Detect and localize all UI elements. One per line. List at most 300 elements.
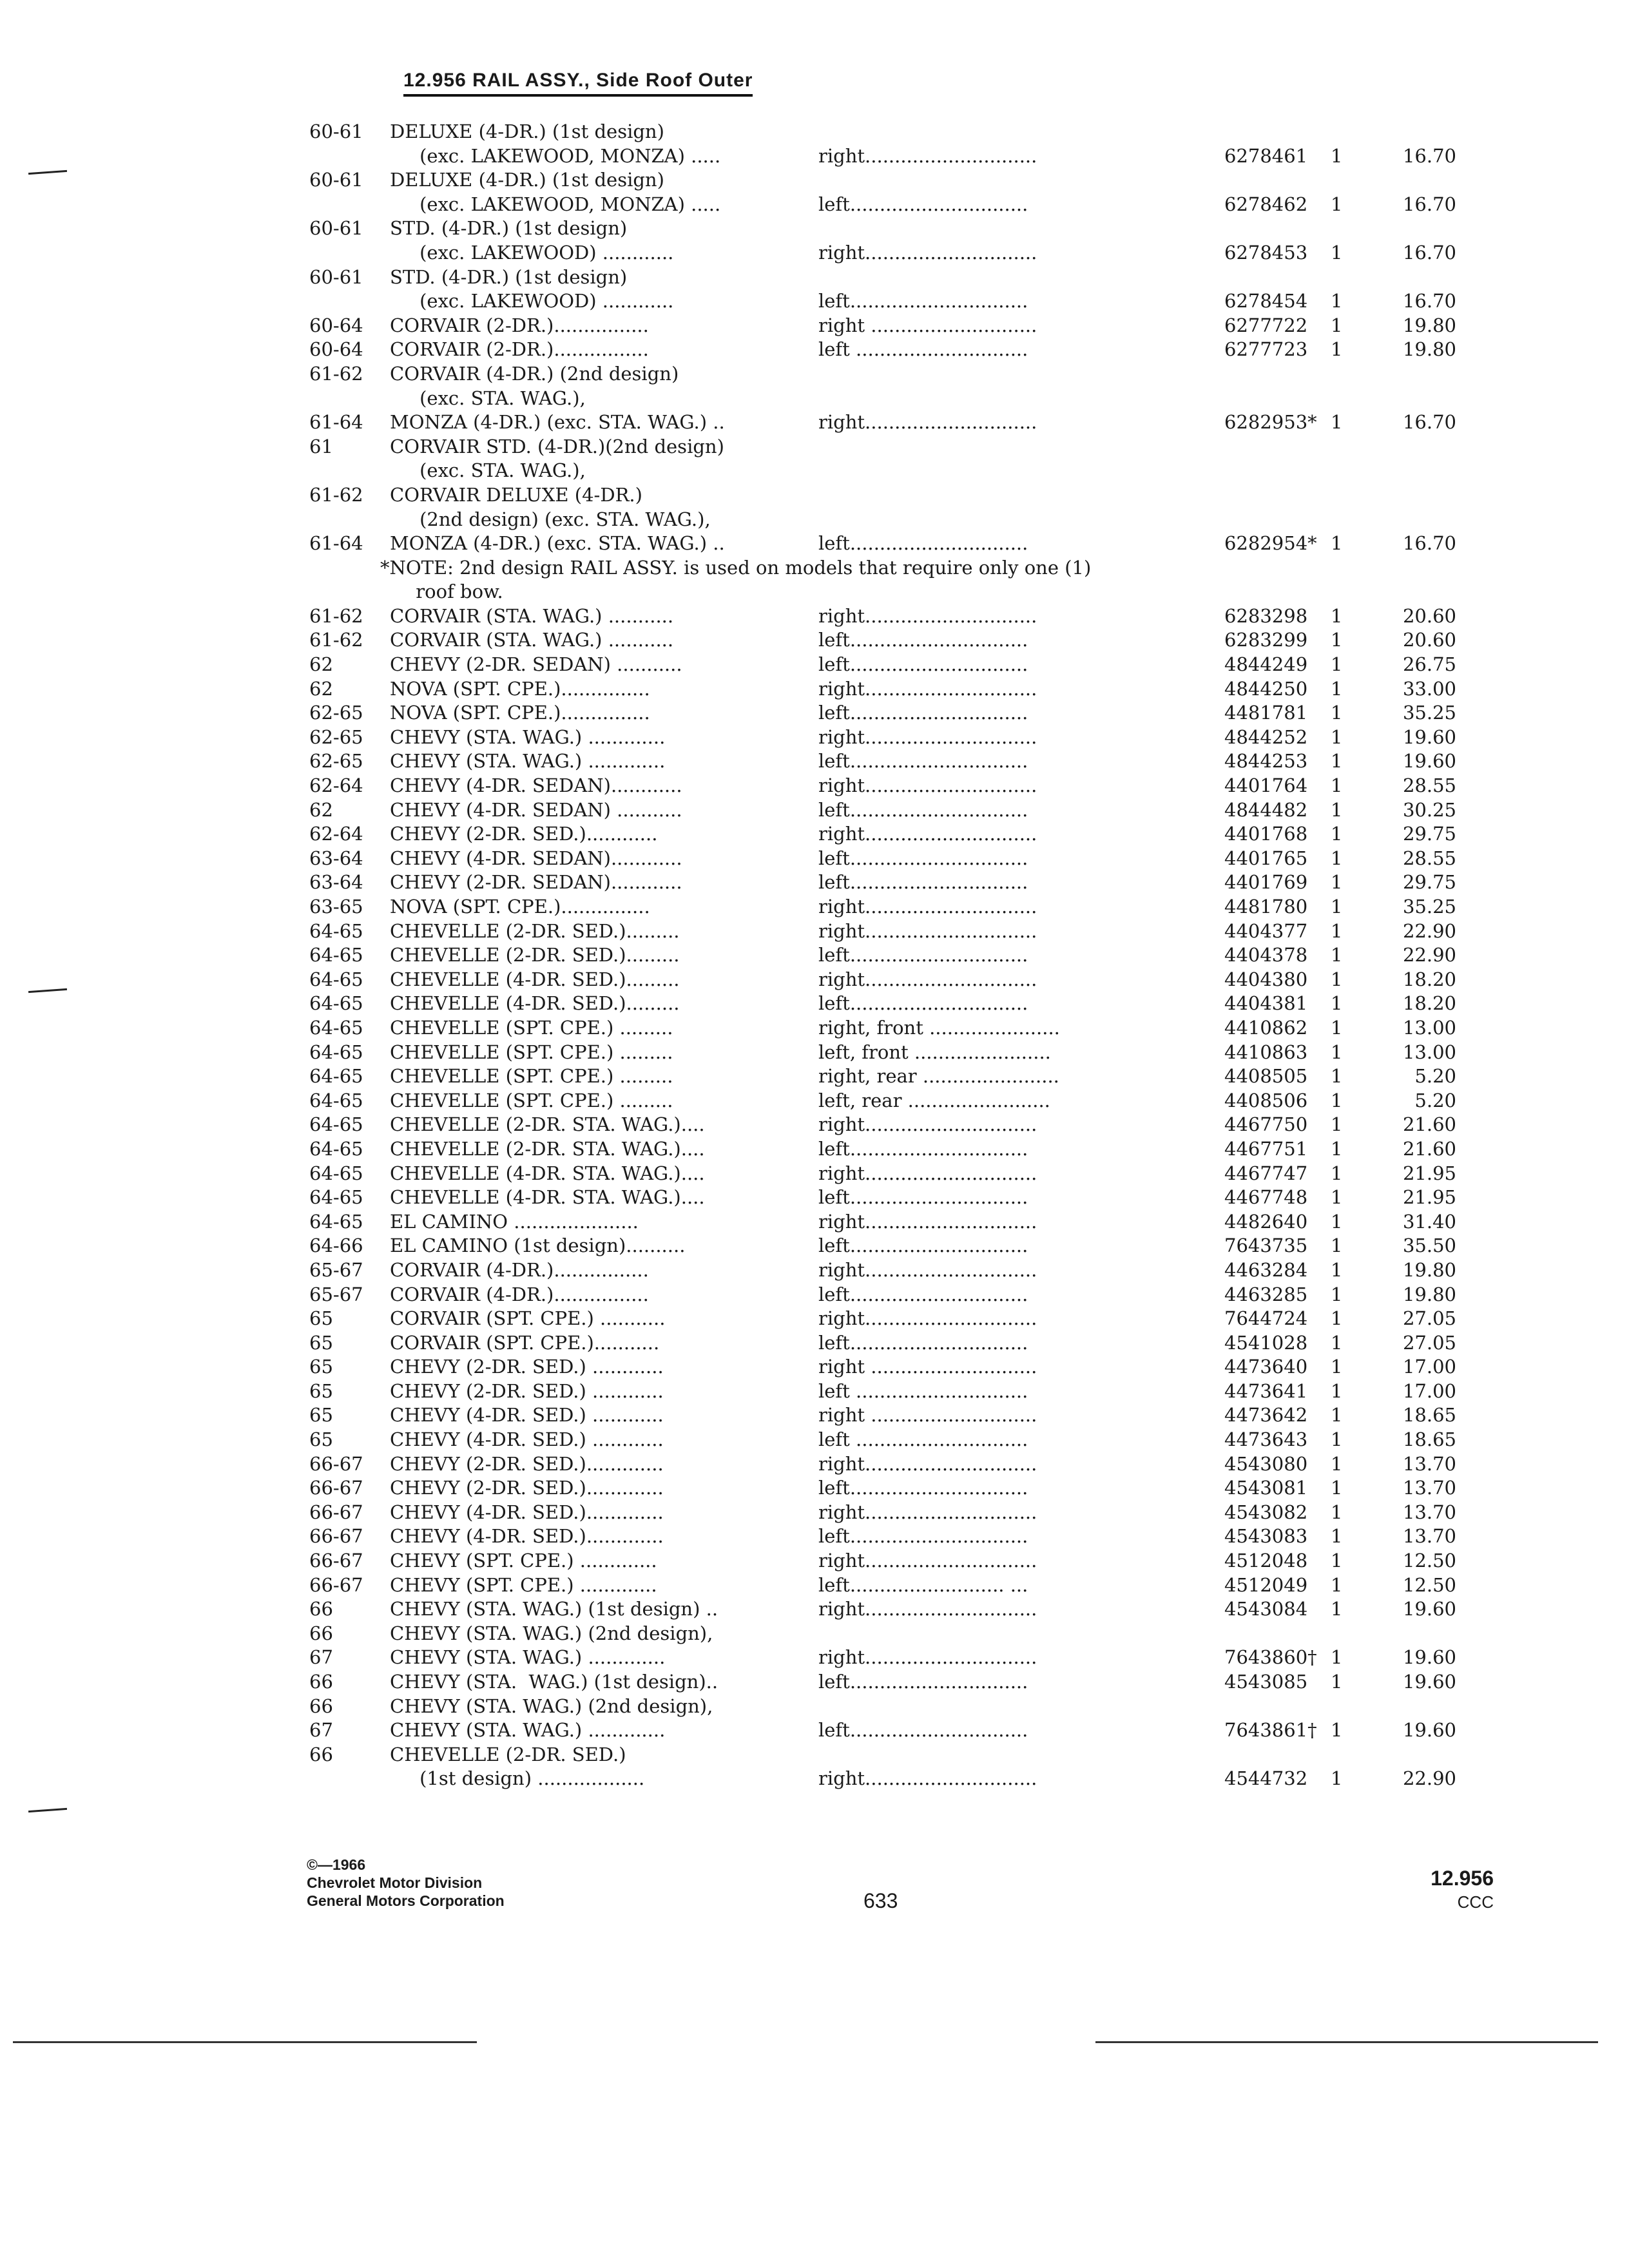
catalog-row	[309, 314, 1456, 338]
side-position: left..............................	[818, 1186, 1028, 1209]
model-years: 60-64	[309, 338, 363, 361]
price: 16.70	[1402, 290, 1456, 312]
price: 13.70	[1402, 1501, 1456, 1523]
model-description: CHEVY (2-DR. SED.).............	[390, 1477, 664, 1499]
catalog-row	[309, 1718, 1456, 1743]
side-position: left, rear ........................	[818, 1089, 1050, 1111]
model-description: CHEVELLE (2-DR. STA. WAG.)....	[390, 1113, 705, 1136]
price: 35.25	[1402, 896, 1456, 918]
model-years: 66-67	[309, 1525, 363, 1548]
model-years: 66-67	[309, 1501, 363, 1523]
catalog-row	[309, 822, 1456, 847]
model-description: CHEVY (4-DR. SEDAN)............	[390, 847, 682, 869]
part-number: 6282954*	[1224, 532, 1317, 555]
note-text: roof bow.	[380, 581, 503, 603]
model-description: CORVAIR (2-DR.)................	[390, 314, 649, 336]
side-position: right.............................	[818, 1646, 1037, 1669]
catalog-row	[309, 1016, 1456, 1041]
catalog-row	[309, 1622, 1456, 1646]
price: 19.80	[1402, 338, 1456, 361]
price: 19.80	[1402, 314, 1456, 336]
model-years: 66	[309, 1743, 333, 1765]
price: 5.20	[1414, 1065, 1456, 1088]
quantity: 1	[1331, 1379, 1343, 1402]
price: 26.75	[1402, 653, 1456, 676]
model-years: 62	[309, 798, 333, 821]
model-years: 65	[309, 1356, 333, 1378]
part-number: 4408506	[1224, 1089, 1308, 1111]
catalog-row	[309, 870, 1456, 895]
part-number: 4463284	[1224, 1258, 1308, 1281]
price: 16.70	[1402, 241, 1456, 264]
quantity: 1	[1331, 847, 1343, 869]
catalog-row	[309, 1258, 1456, 1283]
model-description: CHEVELLE (2-DR. SED.).........	[390, 944, 680, 966]
model-years: 62	[309, 677, 333, 700]
quantity: 1	[1331, 823, 1343, 845]
price: 22.90	[1402, 1767, 1456, 1790]
catalog-row	[309, 1162, 1456, 1186]
price: 19.60	[1402, 750, 1456, 773]
model-years: 62-64	[309, 774, 363, 797]
model-years: 64-65	[309, 1113, 363, 1136]
side-position: right.............................	[818, 604, 1037, 627]
catalog-row	[309, 338, 1456, 362]
part-number: 4481781	[1224, 702, 1308, 724]
side-position: left..............................	[818, 532, 1028, 555]
model-years: 65	[309, 1404, 333, 1427]
side-position: right.............................	[818, 1258, 1037, 1281]
part-number: 4404380	[1224, 968, 1308, 990]
model-description: CHEVY (STA. WAG.) .............	[390, 750, 666, 773]
part-number: 4404381	[1224, 992, 1308, 1015]
catalog-row	[309, 1597, 1456, 1622]
price: 20.60	[1402, 629, 1456, 651]
side-position: right.............................	[818, 677, 1037, 700]
ccc-label: CCC	[1457, 1892, 1494, 1912]
price: 16.70	[1402, 193, 1456, 215]
catalog-row	[309, 1186, 1456, 1210]
model-description: CHEVELLE (2-DR. STA. WAG.)....	[390, 1137, 705, 1160]
side-position: right.............................	[818, 1113, 1037, 1136]
price: 29.75	[1402, 823, 1456, 845]
quantity: 1	[1331, 944, 1343, 966]
model-description: NOVA (SPT. CPE.)...............	[390, 702, 650, 724]
part-number: 6278462	[1224, 193, 1308, 215]
part-number: 6283298	[1224, 604, 1308, 627]
model-description: CHEVY (2-DR. SEDAN) ...........	[390, 653, 682, 676]
part-number: 4408505	[1224, 1065, 1308, 1088]
model-years: 62-65	[309, 702, 363, 724]
catalog-row	[309, 168, 1456, 193]
catalog-row	[309, 701, 1456, 726]
price: 21.60	[1402, 1137, 1456, 1160]
section-code: 12.956	[1431, 1867, 1494, 1890]
price: 17.00	[1402, 1356, 1456, 1378]
side-position: left..............................	[818, 290, 1028, 312]
model-description: DELUXE (4-DR.) (1st design)	[390, 120, 664, 142]
price: 5.20	[1414, 1089, 1456, 1111]
part-number: 4463285	[1224, 1283, 1308, 1305]
parts-list	[309, 120, 1456, 1791]
part-number: 4410862	[1224, 1016, 1308, 1039]
price: 29.75	[1402, 871, 1456, 894]
part-number: 4401764	[1224, 774, 1308, 797]
model-description: CHEVY (2-DR. SED.).............	[390, 1452, 664, 1475]
side-position: left..............................	[818, 1137, 1028, 1160]
model-description: EL CAMINO .....................	[390, 1210, 639, 1233]
quantity: 1	[1331, 1452, 1343, 1475]
catalog-row	[309, 1210, 1456, 1235]
part-number: 4844252	[1224, 726, 1308, 748]
quantity: 1	[1331, 1356, 1343, 1378]
model-description: (2nd design) (exc. STA. WAG.),	[390, 508, 711, 530]
price: 35.25	[1402, 702, 1456, 724]
part-number: 4473641	[1224, 1379, 1308, 1402]
model-years: 64-65	[309, 1016, 363, 1039]
part-number: 4543081	[1224, 1477, 1308, 1499]
price: 35.50	[1402, 1235, 1456, 1257]
catalog-row	[309, 628, 1456, 653]
quantity: 1	[1331, 871, 1343, 894]
quantity: 1	[1331, 1331, 1343, 1354]
part-number: 4401769	[1224, 871, 1308, 894]
part-number: 6278454	[1224, 290, 1308, 312]
catalog-row	[309, 653, 1456, 677]
quantity: 1	[1331, 1573, 1343, 1596]
model-years: 65	[309, 1307, 333, 1330]
side-position: right.............................	[818, 774, 1037, 797]
side-position: left .............................	[818, 338, 1028, 361]
part-number: 4512048	[1224, 1550, 1308, 1572]
model-description: CHEVY (STA. WAG.) .............	[390, 1719, 666, 1742]
part-number: 6282953*	[1224, 411, 1317, 434]
price: 19.80	[1402, 1258, 1456, 1281]
price: 13.70	[1402, 1477, 1456, 1499]
side-position: left..............................	[818, 992, 1028, 1015]
part-number: 7644724	[1224, 1307, 1308, 1330]
quantity: 1	[1331, 1186, 1343, 1209]
catalog-row	[309, 847, 1456, 871]
model-description: NOVA (SPT. CPE.)...............	[390, 896, 650, 918]
part-number: 4844253	[1224, 750, 1308, 773]
quantity: 1	[1331, 629, 1343, 651]
catalog-row	[309, 435, 1456, 459]
model-description: CHEVY (4-DR. SED.) ............	[390, 1428, 664, 1451]
model-years: 67	[309, 1646, 333, 1669]
catalog-row	[309, 1283, 1456, 1307]
part-number: 6277723	[1224, 338, 1308, 361]
model-description: (exc. LAKEWOOD, MONZA) .....	[390, 144, 721, 167]
side-position: left..............................	[818, 798, 1028, 821]
price: 16.70	[1402, 144, 1456, 167]
part-number: 4844482	[1224, 798, 1308, 821]
side-position: right.............................	[818, 823, 1037, 845]
part-number: 4473643	[1224, 1428, 1308, 1451]
price: 13.70	[1402, 1452, 1456, 1475]
margin-mark	[28, 988, 67, 993]
price: 19.60	[1402, 1719, 1456, 1742]
catalog-row	[309, 1403, 1456, 1428]
division: Chevrolet Motor Division	[307, 1874, 483, 1891]
catalog-row	[309, 1137, 1456, 1162]
part-number: 6283299	[1224, 629, 1308, 651]
model-years: 63-64	[309, 871, 363, 894]
model-description: CHEVY (STA. WAG.) (2nd design),	[390, 1695, 713, 1717]
catalog-row	[309, 1428, 1456, 1452]
part-number: 4512049	[1224, 1573, 1308, 1596]
quantity: 1	[1331, 1162, 1343, 1184]
quantity: 1	[1331, 1210, 1343, 1233]
catalog-row	[309, 265, 1456, 290]
note-row	[309, 556, 1456, 581]
model-description: CHEVELLE (SPT. CPE.) .........	[390, 1065, 673, 1088]
price: 13.70	[1402, 1525, 1456, 1548]
price: 30.25	[1402, 798, 1456, 821]
price: 18.20	[1402, 992, 1456, 1015]
model-description: EL CAMINO (1st design)..........	[390, 1235, 686, 1257]
side-position: right.............................	[818, 1767, 1037, 1790]
quantity: 1	[1331, 1283, 1343, 1305]
part-number: 4844249	[1224, 653, 1308, 676]
model-description: CHEVY (STA. WAG.) (1st design)..	[390, 1671, 718, 1693]
model-years: 65-67	[309, 1283, 363, 1305]
catalog-row	[309, 1767, 1456, 1791]
quantity: 1	[1331, 411, 1343, 434]
side-position: left..............................	[818, 1525, 1028, 1548]
model-years: 62-64	[309, 823, 363, 845]
side-position: right.............................	[818, 1210, 1037, 1233]
quantity: 1	[1331, 1428, 1343, 1451]
model-description: CORVAIR (SPT. CPE.) ...........	[390, 1307, 666, 1330]
model-description: CORVAIR (4-DR.) (2nd design)	[390, 362, 679, 385]
catalog-row	[309, 459, 1456, 483]
model-description: CORVAIR (SPT. CPE.)...........	[390, 1331, 660, 1354]
side-position: left..............................	[818, 1331, 1028, 1354]
catalog-row	[309, 919, 1456, 944]
model-years: 61-62	[309, 629, 363, 651]
model-description: (exc. LAKEWOOD, MONZA) .....	[390, 193, 721, 215]
side-position: left..............................	[818, 871, 1028, 894]
catalog-row	[309, 1524, 1456, 1549]
quantity: 1	[1331, 1235, 1343, 1257]
model-years: 65-67	[309, 1258, 363, 1281]
catalog-row	[309, 1064, 1456, 1089]
catalog-row	[309, 1089, 1456, 1113]
catalog-row	[309, 798, 1456, 823]
part-number: 4410863	[1224, 1041, 1308, 1063]
model-years: 60-61	[309, 120, 363, 142]
price: 16.70	[1402, 411, 1456, 434]
price: 12.50	[1402, 1550, 1456, 1572]
quantity: 1	[1331, 1258, 1343, 1281]
model-description: CORVAIR (2-DR.)................	[390, 338, 649, 361]
section-header: 12.956 RAIL ASSY., Side Roof Outer	[403, 70, 753, 97]
model-description: (exc. LAKEWOOD) ............	[390, 241, 674, 264]
catalog-row	[309, 532, 1456, 556]
part-number: 4482640	[1224, 1210, 1308, 1233]
price: 27.05	[1402, 1307, 1456, 1330]
catalog-row	[309, 410, 1456, 435]
copyright: ©—1966	[307, 1856, 366, 1873]
catalog-row	[309, 1234, 1456, 1258]
catalog-row	[309, 508, 1456, 532]
model-description: CHEVY (2-DR. SED.) ............	[390, 1379, 664, 1402]
catalog-row	[309, 1379, 1456, 1404]
model-years: 66-67	[309, 1573, 363, 1596]
model-years: 66-67	[309, 1477, 363, 1499]
model-years: 64-65	[309, 968, 363, 990]
model-years: 64-65	[309, 1186, 363, 1209]
model-years: 64-65	[309, 1065, 363, 1088]
part-number: 6278461	[1224, 144, 1308, 167]
side-position: right.............................	[818, 144, 1037, 167]
part-number: 4473642	[1224, 1404, 1308, 1427]
price: 31.40	[1402, 1210, 1456, 1233]
model-years: 63-64	[309, 847, 363, 869]
catalog-row	[309, 144, 1456, 169]
model-description: MONZA (4-DR.) (exc. STA. WAG.) ..	[390, 411, 725, 434]
catalog-row	[309, 726, 1456, 750]
model-description: (1st design) ..................	[390, 1767, 645, 1790]
model-description: CHEVY (STA. WAG.) (1st design) ..	[390, 1598, 718, 1620]
side-position: left..............................	[818, 944, 1028, 966]
quantity: 1	[1331, 1404, 1343, 1427]
model-description: MONZA (4-DR.) (exc. STA. WAG.) ..	[390, 532, 725, 555]
part-number: 4541028	[1224, 1331, 1308, 1354]
side-position: right.............................	[818, 1452, 1037, 1475]
model-years: 64-65	[309, 919, 363, 942]
side-position: right.............................	[818, 1162, 1037, 1184]
model-description: CHEVELLE (4-DR. SED.).........	[390, 992, 680, 1015]
catalog-row	[309, 943, 1456, 968]
catalog-row	[309, 895, 1456, 919]
quantity: 1	[1331, 1477, 1343, 1499]
model-years: 61	[309, 435, 333, 457]
catalog-row	[309, 1307, 1456, 1331]
model-description: CORVAIR (STA. WAG.) ...........	[390, 629, 674, 651]
model-description: STD. (4-DR.) (1st design)	[390, 265, 628, 288]
side-position: right.............................	[818, 1550, 1037, 1572]
quantity: 1	[1331, 1501, 1343, 1523]
side-position: right, rear .......................	[818, 1065, 1059, 1088]
part-number: 4401768	[1224, 823, 1308, 845]
model-description: CORVAIR STD. (4-DR.)(2nd design)	[390, 435, 724, 457]
model-description: STD. (4-DR.) (1st design)	[390, 217, 628, 240]
quantity: 1	[1331, 1137, 1343, 1160]
model-years: 61-64	[309, 411, 363, 434]
quantity: 1	[1331, 702, 1343, 724]
note-text: *NOTE: 2nd design RAIL ASSY. is used on models that require only one (1)	[380, 556, 1092, 579]
model-years: 66-67	[309, 1452, 363, 1475]
quantity: 1	[1331, 338, 1343, 361]
price: 19.60	[1402, 1598, 1456, 1620]
model-description: CHEVY (4-DR. SED.).............	[390, 1501, 664, 1523]
model-years: 63-65	[309, 896, 363, 918]
quantity: 1	[1331, 532, 1343, 555]
scan-line	[1095, 2041, 1598, 2043]
model-description: CHEVY (STA. WAG.) .............	[390, 726, 666, 748]
price: 18.20	[1402, 968, 1456, 990]
model-description: CHEVELLE (2-DR. SED.).........	[390, 919, 680, 942]
catalog-row	[309, 289, 1456, 314]
page-number: 633	[863, 1889, 898, 1912]
catalog-row	[309, 968, 1456, 992]
quantity: 1	[1331, 1065, 1343, 1088]
catalog-row	[309, 387, 1456, 411]
part-number: 4467747	[1224, 1162, 1308, 1184]
price: 21.60	[1402, 1113, 1456, 1136]
quantity: 1	[1331, 653, 1343, 676]
model-years: 60-61	[309, 265, 363, 288]
model-description: NOVA (SPT. CPE.)...............	[390, 677, 650, 700]
side-position: right.............................	[818, 1598, 1037, 1620]
price: 19.60	[1402, 1671, 1456, 1693]
part-number: 7643735	[1224, 1235, 1308, 1257]
quantity: 1	[1331, 1550, 1343, 1572]
price: 21.95	[1402, 1186, 1456, 1209]
side-position: left, front .......................	[818, 1041, 1051, 1063]
catalog-row	[309, 216, 1456, 241]
quantity: 1	[1331, 1598, 1343, 1620]
quantity: 1	[1331, 1016, 1343, 1039]
model-description: (exc. STA. WAG.),	[390, 387, 586, 409]
price: 13.00	[1402, 1041, 1456, 1063]
model-description: CHEVELLE (4-DR. STA. WAG.)....	[390, 1162, 705, 1184]
part-number: 4543080	[1224, 1452, 1308, 1475]
side-position: right, front ......................	[818, 1016, 1060, 1039]
model-description: CHEVELLE (2-DR. SED.)	[390, 1743, 626, 1765]
model-years: 60-64	[309, 314, 363, 336]
catalog-row	[309, 677, 1456, 702]
model-description: CORVAIR (STA. WAG.) ...........	[390, 604, 674, 627]
part-number: 6278453	[1224, 241, 1308, 264]
side-position: left..............................	[818, 1719, 1028, 1742]
catalog-row	[309, 120, 1456, 144]
quantity: 1	[1331, 1089, 1343, 1111]
quantity: 1	[1331, 1719, 1343, 1742]
side-position: right ............................	[818, 1356, 1037, 1378]
quantity: 1	[1331, 726, 1343, 748]
side-position: left..............................	[818, 847, 1028, 869]
quantity: 1	[1331, 677, 1343, 700]
side-position: left..............................	[818, 1671, 1028, 1693]
model-years: 64-65	[309, 1089, 363, 1111]
model-description: CHEVELLE (SPT. CPE.) .........	[390, 1089, 673, 1111]
model-description: CHEVY (2-DR. SEDAN)............	[390, 871, 682, 894]
model-description: CORVAIR (4-DR.)................	[390, 1258, 649, 1281]
side-position: left..............................	[818, 1477, 1028, 1499]
model-description: DELUXE (4-DR.) (1st design)	[390, 169, 664, 191]
side-position: left..............................	[818, 1283, 1028, 1305]
part-number: 4543082	[1224, 1501, 1308, 1523]
quantity: 1	[1331, 1671, 1343, 1693]
footer-section	[1431, 1865, 1494, 1912]
model-years: 65	[309, 1331, 333, 1354]
side-position: left .............................	[818, 1379, 1028, 1402]
catalog-row	[309, 1501, 1456, 1525]
price: 19.80	[1402, 1283, 1456, 1305]
model-years: 61-62	[309, 362, 363, 385]
model-years: 64-65	[309, 1137, 363, 1160]
model-years: 61-62	[309, 604, 363, 627]
quantity: 1	[1331, 896, 1343, 918]
model-description: CORVAIR (4-DR.)................	[390, 1283, 649, 1305]
model-description: CHEVELLE (4-DR. SED.).........	[390, 968, 680, 990]
quantity: 1	[1331, 1767, 1343, 1790]
catalog-row	[309, 1670, 1456, 1695]
quantity: 1	[1331, 604, 1343, 627]
